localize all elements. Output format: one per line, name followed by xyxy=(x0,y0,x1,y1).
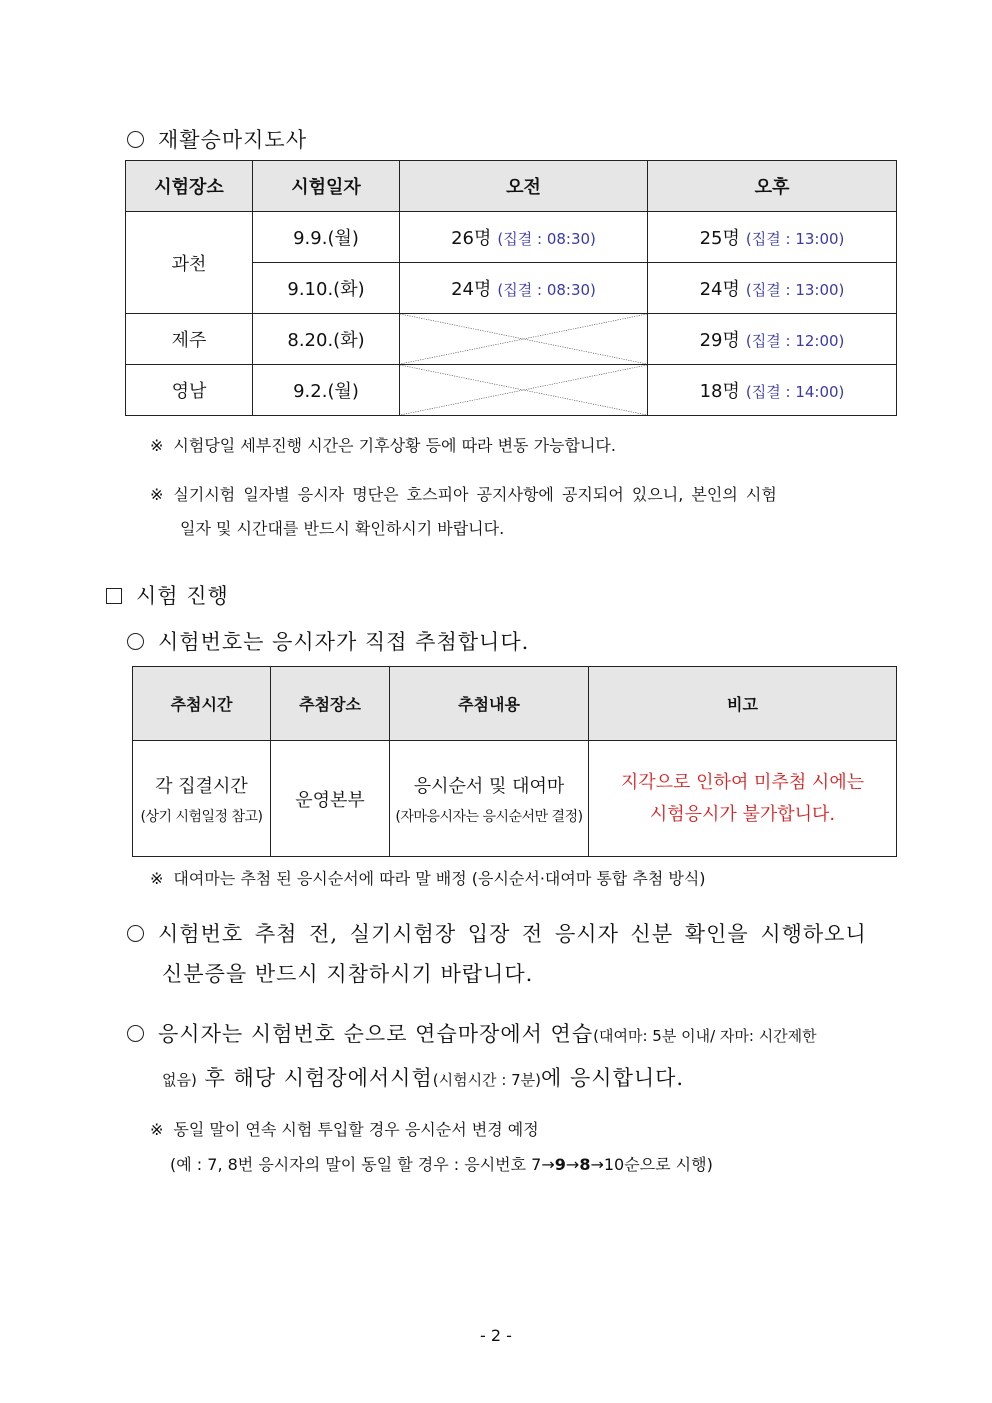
table-header-row xyxy=(126,161,897,212)
header-draw-time: 추첨시간 xyxy=(133,667,271,741)
pm-cell: 25명 (집결 : 13:00) xyxy=(648,212,897,263)
header-place: 시험장소 xyxy=(126,161,253,212)
cross-out-icon xyxy=(400,314,647,364)
header-pm: 오후 xyxy=(648,161,897,212)
item-exam-number-draw: 시험번호는 응시자가 직접 추첨합니다. xyxy=(127,626,529,656)
note-schedule-change: ※ 시험당일 세부진행 시간은 기후상황 등에 따라 변동 가능합니다. xyxy=(150,436,616,455)
table-row xyxy=(133,741,897,857)
circle-bullet-icon xyxy=(127,633,144,650)
date-cell: 9.9.(월) xyxy=(253,212,400,263)
item-practice-order: 응시자는 시험번호 순으로 연습마장에서 연습(대여마: 5분 이내/ 자마: 시간제한 xyxy=(127,1018,817,1048)
pm-cell: 24명 (집결 : 13:00) xyxy=(648,263,897,314)
header-draw-content: 추첨내용 xyxy=(390,667,589,741)
pm-cell: 18명 (집결 : 14:00) xyxy=(648,365,897,416)
note-order-change: ※ 동일 말이 연속 시험 투입할 경우 응시순서 변경 예정 xyxy=(150,1120,539,1139)
exam-schedule-table xyxy=(125,160,897,416)
note-horse-assignment: ※ 대여마는 추첨 된 응시순서에 따라 말 배정 (응시순서·대여마 통합 추첨 방식) xyxy=(150,869,706,888)
section-heading-rehab-riding: 재활승마지도사 xyxy=(127,124,307,154)
date-cell: 9.2.(월) xyxy=(253,365,400,416)
am-cell-empty xyxy=(400,365,648,416)
am-cell: 24명 (집결 : 08:30) xyxy=(400,263,648,314)
circle-bullet-icon xyxy=(127,1025,144,1042)
header-remark: 비고 xyxy=(589,667,897,741)
item-identity-check-cont: 신분증을 반드시 지참하시기 바랍니다. xyxy=(162,962,534,986)
header-am: 오전 xyxy=(400,161,648,212)
pm-cell: 29명 (집결 : 12:00) xyxy=(648,314,897,365)
header-date: 시험일자 xyxy=(253,161,400,212)
table-row xyxy=(126,365,897,416)
page-number: - 2 - xyxy=(480,1326,512,1345)
note-order-example: (예 : 7, 8번 응시자의 말이 동일 할 경우 : 응시번호 7→9→8→10순으로 시행) xyxy=(170,1155,713,1174)
place-cell: 제주 xyxy=(126,314,253,365)
am-cell-empty xyxy=(400,314,648,365)
draw-place-cell: 운영본부 xyxy=(271,741,390,857)
am-cell: 26명 (집결 : 08:30) xyxy=(400,212,648,263)
remark-cell: 지각으로 인하여 미추첨 시에는 시험응시가 불가합니다. xyxy=(589,741,897,857)
header-draw-place: 추첨장소 xyxy=(271,667,390,741)
date-cell: 8.20.(화) xyxy=(253,314,400,365)
note-applicant-list: ※ 실기시험 일자별 응시자 명단은 호스피아 공지사항에 공지되어 있으니, 본인의 시험 xyxy=(150,485,777,504)
item-identity-check: 시험번호 추첨 전, 실기시험장 입장 전 응시자 신분 확인을 시행하오니 xyxy=(127,918,867,948)
section-title-exam-progress: 시험 진행 xyxy=(106,580,229,610)
cross-out-icon xyxy=(400,365,647,415)
table-row xyxy=(126,212,897,263)
draw-info-table xyxy=(132,666,897,857)
draw-content-cell: 응시순서 및 대여마 (자마응시자는 응시순서만 결정) xyxy=(390,741,589,857)
circle-bullet-icon xyxy=(127,131,144,148)
note-applicant-list-cont: 일자 및 시간대를 반드시 확인하시기 바랍니다. xyxy=(180,519,505,538)
item-practice-order-cont: 없음) 후 해당 시험장에서시험(시험시간 : 7분)에 응시합니다. xyxy=(162,1066,685,1090)
place-cell: 과천 xyxy=(126,212,253,314)
place-cell: 영남 xyxy=(126,365,253,416)
table-row xyxy=(126,314,897,365)
table-header-row xyxy=(133,667,897,741)
circle-bullet-icon xyxy=(127,925,144,942)
draw-time-cell: 각 집결시간 (상기 시험일정 참고) xyxy=(133,741,271,857)
square-bullet-icon xyxy=(106,588,122,604)
date-cell: 9.10.(화) xyxy=(253,263,400,314)
